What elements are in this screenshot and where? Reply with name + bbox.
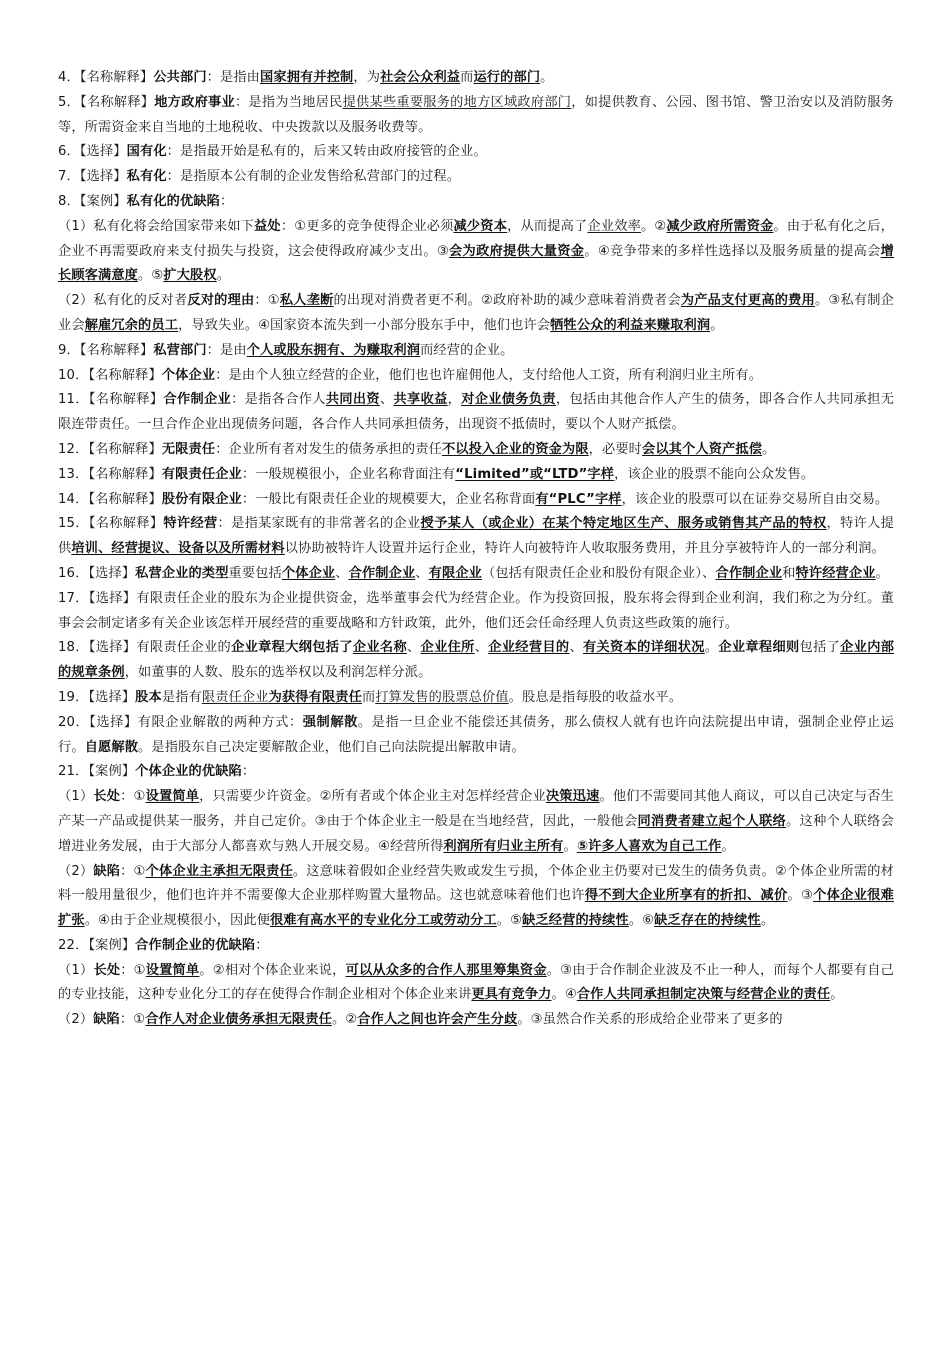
body-text: ，只需要少许资金。②所有者或个体企业主对怎样经营企业 [199, 789, 546, 805]
bold-underlined-term [642, 442, 762, 457]
bold-underlined-term [145, 1012, 332, 1027]
body-text: 。⑤ [496, 913, 523, 929]
bold-underlined-term [282, 566, 335, 581]
body-text: ：企业所有者对发生的债务承担的责任 [215, 441, 442, 457]
emphasis-text: 有关资本的详细状况 [582, 640, 705, 656]
body-text: 。 [762, 441, 776, 457]
paragraph [58, 686, 894, 711]
body-text: 6．【选择】 [58, 144, 127, 160]
body-text: 。 [760, 913, 775, 929]
bold-underlined-term [796, 566, 876, 581]
body-text: 4．【名称解释】 [58, 70, 154, 85]
body-text: 10．【名称解释】 [58, 367, 162, 383]
body-text: ：① [119, 1012, 146, 1028]
paragraph [58, 959, 894, 1009]
bold-term: 益处 [254, 218, 281, 234]
emphasis-text: 不以投入企业的资金为限 [441, 441, 589, 457]
bold-underlined-term [577, 839, 722, 854]
bold-term: 缺陷 [93, 1012, 120, 1028]
bold-underlined-term [163, 268, 216, 283]
bold-underlined-term [146, 864, 293, 879]
body-text: 。 [216, 268, 231, 284]
paragraph [58, 91, 894, 141]
body-text: 。 [721, 838, 735, 854]
paragraph [58, 512, 894, 562]
body-text: 15．【名称解释】 [58, 516, 164, 532]
body-text: 。③由于合作制企业波及不止一种人，而每个人都要有自己的专业技能，这种专业化分工的存在使得合作制企业相对个体企业来讲 [58, 962, 894, 1003]
emphasis-text: 合作人之间也许会产生分歧 [357, 1012, 518, 1028]
bold-underlined-term [454, 219, 508, 234]
paragraph [58, 636, 894, 686]
paragraph [58, 215, 894, 289]
bold-term: 私有化的优缺陷 [126, 193, 221, 209]
emphasis-text: ⑤许多人喜欢为自己工作 [576, 838, 722, 854]
bold-term: 长处 [93, 789, 121, 805]
emphasis-text: 缺乏经营的持续性 [522, 913, 629, 929]
bold-underlined-term [471, 987, 551, 1002]
bold-term: 特许经营 [163, 516, 218, 532]
bold-underlined-term [353, 640, 407, 655]
emphasis-text: 共享收益 [393, 392, 448, 408]
paragraph [58, 388, 894, 438]
emphasis-text: 增长顾客满意度 [58, 243, 894, 284]
body-text: ：一般比有限责任企业的规模要大，企业名称背面 [241, 491, 536, 507]
body-text: 12．【名称解释】 [58, 441, 162, 457]
body-text: 。 [710, 317, 724, 333]
bold-underlined-term [71, 541, 284, 556]
body-text: ： [220, 193, 234, 209]
body-text: 14．【名称解释】 [58, 491, 162, 507]
body-text: 17．【选择】有限责任企业的股东为企业提供资金，选举董事会代为经营企业。作为投资回报，股东将会得到企业利润，我们称之为分红。董事会会制定诸多有关企业该怎样开展经营的重要战略和方针政策，此外，他们还会任命经理人负责这些政策的施行。 [58, 590, 894, 631]
bold-underlined-term [654, 913, 761, 928]
body-text: 。 [563, 838, 577, 854]
bold-term: 强制解散 [302, 714, 358, 730]
bold-term: 企业章程大纲包括了 [231, 640, 353, 656]
bold-underlined-term [421, 516, 827, 531]
body-text: 、 [474, 640, 489, 656]
paragraph [58, 190, 894, 215]
body-text: ，该企业的股票可以在证券交易所自由交易。 [621, 491, 889, 507]
body-text: 。⑥ [628, 913, 655, 929]
paragraph [58, 66, 894, 91]
paragraph [58, 463, 894, 488]
emphasis-text: 合作人对企业债务承担无限责任 [145, 1012, 332, 1028]
body-text: ：是指由 [206, 70, 261, 85]
bold-underlined-term [546, 789, 600, 804]
emphasis-text: 减少政府所需资金 [666, 218, 774, 234]
emphasis-text: 个人或股东拥有、为赚取利润 [246, 342, 421, 358]
body-text: 。③ [787, 888, 814, 904]
body-text: ：① [254, 293, 280, 309]
bold-underlined-term [455, 467, 614, 482]
body-text: （2） [58, 863, 94, 879]
body-text: 。② [331, 1012, 358, 1028]
body-text: 11．【名称解释】 [58, 392, 164, 408]
paragraph [58, 165, 894, 190]
body-text: ：一般规模很小，企业名称背面注有 [241, 466, 456, 482]
emphasis-text: 培训、经营提议、设备以及所需材料 [71, 541, 285, 557]
body-text: （2） [58, 1012, 94, 1028]
emphasis-text: 设置简单 [145, 962, 200, 978]
bold-term: 股本 [135, 689, 162, 705]
body-text: 13．【名称解释】 [58, 466, 162, 482]
paragraph [58, 140, 894, 165]
bold-underlined-term [638, 814, 787, 829]
body-text: 。 [830, 987, 844, 1003]
emphasis-text: 扩大股权 [163, 268, 217, 284]
body-text: （包括有限责任企业和股份有限企业）、 [482, 565, 716, 581]
paragraph [58, 339, 894, 364]
body-text: 16．【选择】 [58, 565, 136, 581]
body-text: ，如提供教育、公园、图书馆、警卫治安以及消防服务等，所需资金来自当地的土地税收、中央拨款以及服务收费等。 [58, 94, 894, 135]
emphasis-text: 特许经营企业 [795, 565, 876, 581]
body-text: 9．【名称解释】 [58, 342, 154, 358]
emphasis-text: 同消费者建立起个人联络 [637, 813, 787, 829]
body-text: （1） [58, 789, 94, 805]
emphasis-text: 可以从众多的合作人那里筹集资金 [345, 962, 547, 978]
body-text: ，导致失业。④国家资本流失到一小部分股东手中，他们也许会 [178, 317, 551, 333]
emphasis-text: 国家拥有并控制 [260, 70, 354, 85]
underlined-text: 提供某些重要服务的地方区域政府部门 [342, 94, 572, 110]
body-text: ：①更多的竞争使得企业必须 [280, 218, 454, 234]
bold-underlined-term [326, 392, 380, 407]
emphasis-text: 企业经营目的 [488, 640, 570, 656]
body-text: 和 [782, 565, 796, 581]
bold-underlined-term [346, 963, 547, 978]
body-text: 。 [540, 70, 554, 85]
emphasis-text: 共同出资 [325, 392, 380, 408]
paragraph [58, 711, 894, 761]
body-text: ：是由个人独立经营的企业，他们也也许雇佣他人，支付给他人工资，所有利润归业主所有。 [215, 367, 763, 383]
body-text: （2）私有化的反对者 [58, 293, 188, 309]
body-text: 5．【名称解释】 [58, 94, 155, 110]
emphasis-text: 决策迅速 [545, 789, 600, 805]
bold-underlined-term [681, 293, 815, 308]
bold-term: 长处 [93, 962, 121, 978]
bold-term: 私营部门 [153, 342, 207, 358]
paragraph [58, 562, 894, 587]
body-text: 、 [335, 565, 349, 581]
body-text: 。④由于企业规模很小，因此便 [84, 913, 271, 929]
emphasis-text: 缺乏存在的持续性 [654, 913, 761, 929]
body-text: 。②相对个体企业来说， [199, 962, 346, 978]
bold-term: 无限责任 [161, 441, 216, 457]
bold-underlined-term [473, 70, 540, 85]
emphasis-text: 个体企业 [281, 565, 336, 581]
bold-underlined-term [260, 70, 353, 85]
emphasis-text: 对企业债务负责 [461, 392, 556, 408]
body-text: 。③私有制企业会 [58, 293, 895, 333]
body-text: ，包括由其他合作人产生的债务，即各合作人共同承担无限连带责任。一旦合作企业出现债务问题，各合作人共同承担债务，出现资不抵债时，要以个人财产抵偿。 [58, 392, 895, 433]
body-text: 。② [641, 218, 667, 234]
body-text: ，该企业的股票不能向公众发售。 [614, 466, 815, 482]
body-text: 是指有 [161, 689, 202, 705]
bold-underlined-term [666, 219, 773, 234]
emphasis-text: 更具有竞争力 [471, 987, 552, 1003]
emphasis-text: 合作人共同承担制定决策与经营企业的责任 [576, 987, 831, 1003]
emphasis-text: 牺牲公众的利益来赚取利润 [550, 317, 711, 333]
body-text: ：是由 [206, 342, 247, 358]
body-text: 21．【案例】 [58, 764, 136, 780]
bold-term: 企业章程细则 [718, 640, 800, 656]
bold-underlined-term [269, 690, 362, 705]
body-text: 8．【案例】 [58, 193, 127, 209]
bold-underlined-term [461, 392, 556, 407]
body-text: 而经营的企业。 [420, 342, 514, 358]
bold-term: 地方政府事业 [154, 94, 235, 110]
body-text: 19．【选择】 [58, 689, 136, 705]
body-text: ：① [120, 863, 146, 879]
body-text: 的出现对消费者更不利。②政府补助的减少意味着消费者会 [333, 293, 681, 309]
paragraph [58, 289, 894, 339]
emphasis-text: 为获得有限责任 [268, 689, 362, 705]
body-text: （1）私有化将会给国家带来如下 [58, 218, 255, 234]
bold-underlined-term [550, 318, 710, 333]
emphasis-text: 私人垄断 [279, 293, 334, 309]
bold-underlined-term [349, 566, 416, 581]
underlined-text: 打算发售的股票总价值 [375, 689, 509, 705]
body-text: 。③虽然合作关系的形成给企业带来了更多的 [517, 1012, 783, 1028]
body-text: 包括了 [799, 640, 841, 656]
emphasis-text: 合作制企业 [715, 565, 783, 581]
body-text: ：是指为当地居民 [234, 94, 343, 110]
emphasis-text: 授予某人（或企业）在某个特定地区生产、服务或销售其产品的特权 [420, 516, 827, 532]
body-text: 。是指一旦企业不能偿还其债务，那么债权人就有也许向法院提出申请，强制企业停止运行。 [58, 714, 894, 755]
body-text: 7．【选择】 [58, 169, 127, 185]
emphasis-text: 企业住所 [420, 640, 475, 656]
body-text: ，为 [353, 70, 381, 85]
emphasis-text: 会以其个人资产抵偿 [642, 441, 763, 457]
body-text: 。④竞争带来的多样性选择以及服务质量的提高会 [584, 243, 881, 259]
emphasis-text: “Limited”或“LTD”字样 [455, 466, 615, 482]
bold-underlined-term [146, 963, 200, 978]
body-text: 。④ [551, 987, 577, 1003]
bold-underlined-term [522, 913, 629, 928]
bold-term: 缺陷 [93, 863, 121, 879]
bold-term: 合作制企业 [163, 392, 232, 408]
body-text: 。 [875, 565, 889, 581]
bold-term: 反对的理由 [187, 293, 255, 309]
body-text: ：① [120, 789, 146, 805]
paragraph [58, 934, 894, 959]
emphasis-text: 设置简单 [145, 789, 200, 805]
paragraph [58, 760, 894, 785]
paragraph [58, 488, 894, 513]
body-text: 。这意味着假如企业经营失败或发生亏损，个体企业主仍要对已发生的债务负责。②个体企业所需的材料一般用量很少，他们也许并不需要像大企业那样购置大量物品。这也就意味着他们也许 [58, 863, 894, 904]
bold-underlined-term [357, 1012, 517, 1027]
paragraph [58, 364, 894, 389]
emphasis-text: 社会公众利益 [380, 70, 461, 85]
body-text: 而 [460, 70, 474, 85]
body-text: 、 [379, 392, 394, 408]
bold-underlined-term [449, 244, 584, 259]
bold-underlined-term [715, 566, 782, 581]
bold-underlined-term [280, 293, 334, 308]
bold-underlined-term [270, 913, 497, 928]
bold-underlined-term [443, 839, 563, 854]
underlined-text: 企业效率 [587, 218, 641, 234]
emphasis-text: 企业名称 [352, 640, 407, 656]
bold-underlined-term [585, 888, 788, 903]
underlined-text: 限责任企业 [201, 689, 269, 705]
body-text: 。他们不需要同其他人商议，可以自己决定与否生产某一产品或提供某一服务，并自己定价。③由于个体企业主一般是在当地经营，因此，一般他会 [58, 789, 894, 829]
body-text: ：是指原本公有制的企业发售给私营部门的过程。 [166, 169, 461, 185]
bold-term: 个体企业的优缺陷 [135, 764, 242, 780]
body-text: ：是指某家既有的非常著名的企业 [217, 516, 421, 532]
emphasis-text: 有“PLC”字样 [535, 491, 622, 507]
emphasis-text: 企业内部的规章条例 [58, 640, 895, 681]
body-text: 18．【选择】有限责任企业的 [58, 640, 232, 656]
paragraph [58, 785, 894, 859]
bold-underlined-term [442, 442, 589, 457]
bold-term: 合作制企业的优缺陷 [135, 937, 256, 953]
emphasis-text: 利润所有归业主所有 [443, 838, 564, 854]
body-text: 以协助被特许人设置并运行企业，特许人向被特许人收取服务费用，并且分享被特许人的一部分利润。 [284, 541, 885, 557]
bold-underlined-term [577, 987, 830, 1002]
document-body [58, 66, 894, 1033]
body-text: ： [255, 937, 269, 953]
emphasis-text: 合作制企业 [348, 565, 416, 581]
bold-term: 股份有限企业 [161, 491, 242, 507]
bold-term: 私营企业的类型 [135, 565, 229, 581]
body-text: 。 [704, 640, 719, 656]
body-text: 而 [361, 689, 376, 705]
body-text: 。⑤ [138, 268, 164, 284]
body-text: ，如董事的人数、股东的选举权以及利润怎样分派。 [124, 665, 432, 681]
emphasis-text: 为产品支付更高的费用 [680, 293, 815, 309]
bold-underlined-term [380, 70, 460, 85]
body-text: ，必要时 [588, 441, 643, 457]
body-text: 、 [569, 640, 583, 656]
body-text: 。是指股东自己决定要解散企业，他们自己向法院提出解散申请。 [138, 739, 525, 755]
body-text: 。这种个人联络会增进业务发展，由于大部分人都喜欢与熟人开展交易。④经营所得 [58, 813, 894, 854]
bold-underlined-term [146, 789, 200, 804]
emphasis-text: 运行的部门 [473, 70, 541, 85]
body-text: 。股息是指每股的收益水平。 [508, 689, 683, 705]
paragraph [58, 438, 894, 463]
bold-underlined-term [394, 392, 448, 407]
emphasis-text: 得不到大企业所享有的折扣、减价 [584, 888, 788, 904]
bold-term: 有限责任企业 [161, 466, 242, 482]
emphasis-text: 有限企业 [428, 565, 482, 581]
bold-term: 公共部门 [153, 70, 207, 85]
body-text: 20．【选择】有限企业解散的两种方式： [58, 714, 303, 730]
emphasis-text: 很难有高水平的专业化分工或劳动分工 [270, 913, 497, 929]
body-text: ，特许人提供 [58, 516, 895, 557]
bold-term: 私有化 [126, 169, 167, 185]
bold-underlined-term [488, 640, 569, 655]
body-text: ：是指最开始是私有的，后来又转由政府接管的企业。 [166, 144, 487, 160]
paragraph [58, 860, 894, 934]
paragraph [58, 587, 894, 637]
body-text: ： [241, 764, 256, 780]
emphasis-text: 解雇冗余的员工 [84, 317, 179, 333]
bold-term: 国有化 [126, 144, 167, 160]
body-text: 重要包括 [228, 565, 282, 581]
bold-underlined-term [429, 566, 482, 581]
bold-underlined-term [583, 640, 705, 655]
bold-underlined-term [421, 640, 475, 655]
bold-term: 自愿解散 [84, 739, 139, 755]
body-text: ， [447, 392, 462, 408]
bold-underlined-term [85, 318, 178, 333]
body-text: （1） [58, 962, 94, 978]
body-text: 、 [415, 565, 429, 581]
paragraph [58, 1008, 894, 1033]
bold-term: 个体企业 [161, 367, 216, 383]
body-text: ：是指各合作人 [231, 392, 326, 408]
bold-underlined-term [535, 492, 621, 507]
emphasis-text: 减少资本 [453, 218, 508, 234]
emphasis-text: 个体企业主承担无限责任 [145, 863, 293, 879]
body-text: ，从而提高了 [507, 218, 588, 234]
emphasis-text: 会为政府提供大量资金 [449, 243, 585, 259]
body-text: 。由于私有化之后，企业不再需要政府来支付损失与投资，这会使得政府减少支出。③ [58, 218, 894, 259]
emphasis-text: 个体企业很难扩张 [58, 888, 894, 929]
body-text: ：① [120, 962, 146, 978]
body-text: 22．【案例】 [58, 937, 136, 953]
bold-underlined-term [247, 343, 420, 358]
body-text: 、 [407, 640, 421, 656]
